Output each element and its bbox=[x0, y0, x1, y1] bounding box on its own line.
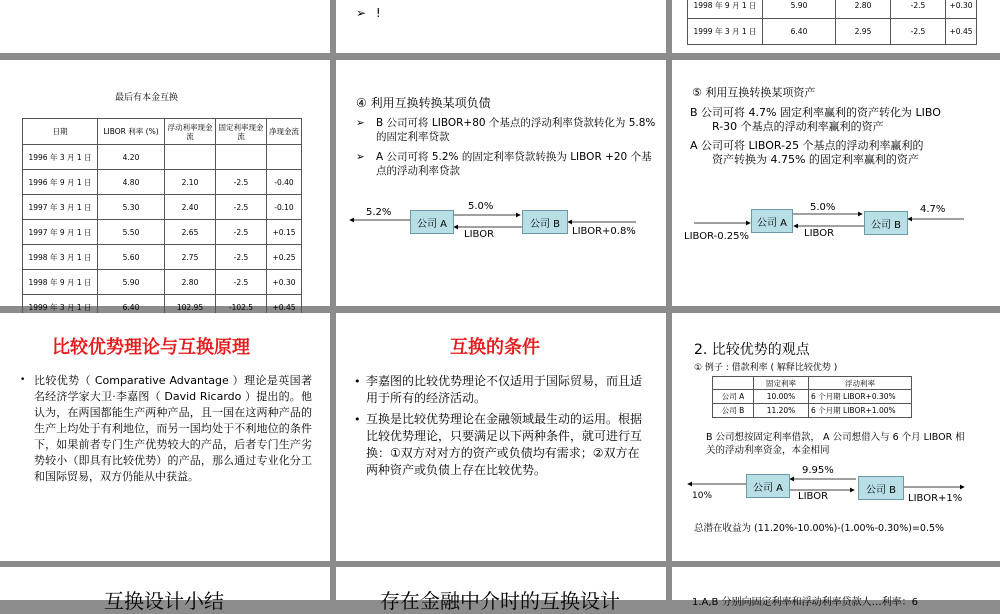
slide-comparative-advantage bbox=[0, 313, 330, 561]
paragraph-a-line2: 资产转换为 4.75% 的固定利率赢利的资产 bbox=[712, 153, 919, 166]
table-row: 公司 A 10.00% 6 个月期 LIBOR+0.30% bbox=[713, 390, 912, 404]
left-rate-label: LIBOR-0.25% bbox=[684, 231, 749, 242]
table-row: 公司 B 11.20% 6 个月期 LIBOR+1.00% bbox=[713, 404, 912, 418]
swap-diagram-arrows bbox=[336, 60, 666, 306]
table-row: 1996 年 3 月 1 日 4.20 bbox=[23, 145, 302, 170]
right-rate-label: LIBOR+0.8% bbox=[572, 226, 636, 237]
table-row: 1996 年 9 月 1 日 4.80 2.10 -2.5 -0.40 bbox=[23, 170, 302, 195]
table-row: 1999 年 3 月 1 日 6.40 2.95 -2.5 +0.45 bbox=[688, 19, 977, 45]
paragraph-a-line1: A 公司可将 LIBOR-25 个基点的浮动利率赢利的 bbox=[690, 139, 924, 152]
slide-liability-swap bbox=[336, 60, 666, 306]
paragraph-b-line2: R-30 个基点的浮动利率赢利的资产 bbox=[712, 120, 884, 133]
example-label: ① 例子 : 借款利率 ( 解释比较优势 ) bbox=[694, 363, 838, 373]
arrow-bullet-icon: ➢ bbox=[356, 151, 365, 163]
slide-intermediary-swap bbox=[336, 567, 666, 613]
company-a-box: 公司 A bbox=[751, 209, 793, 233]
total-gain-label: 总潜在收益为 (11.20%-10.00%)-(1.00%-0.30%)=0.5% bbox=[694, 523, 945, 534]
right-rate-label: 4.7% bbox=[920, 204, 946, 215]
table-row: 1999 年 3 月 1 日 6.40 102.95 -102.5 +0.45 bbox=[23, 295, 302, 320]
slide-heading: ④ 利用互换转换某项负债 bbox=[356, 96, 491, 110]
slide-title: 存在金融中介时的互换设计 bbox=[380, 589, 620, 613]
top-rate-label: 9.95% bbox=[802, 465, 834, 476]
company-a-box: 公司 A bbox=[746, 474, 790, 498]
bullet-2: 互换是比较优势理论在金融领域最生动的运用。根据比较优势理论，只要满足以下两种条件，就可进行互换：①双方对对方的资产或负债均有需求；②双方在两种资产或负债上存在比较优势。 bbox=[366, 412, 643, 477]
slide-principal-swap bbox=[0, 60, 330, 312]
slide-top-left bbox=[0, 0, 330, 53]
paragraph-b-line1: B 公司可将 4.7% 固定利率赢利的资产转化为 LIBO bbox=[690, 106, 941, 119]
company-b-box: 公司 B bbox=[864, 211, 908, 235]
right-rate-label: LIBOR+1% bbox=[908, 493, 963, 504]
slide-top-middle bbox=[336, 0, 666, 53]
cashflow-table-continued bbox=[687, 0, 977, 45]
cashflow-table bbox=[22, 118, 302, 320]
swap-diagram-arrows bbox=[672, 60, 1000, 306]
libor-label: LIBOR bbox=[464, 229, 495, 240]
slide-text: 1.A,B 分别向固定利率和浮动利率贷款人…利率：6 bbox=[692, 597, 918, 608]
scenario-description: B 公司想按固定利率借款， A 公司想借入与 6 个月 LIBOR 相关的浮动利率资金，本金相同 bbox=[706, 432, 965, 456]
left-rate-label: 5.2% bbox=[366, 207, 392, 218]
bullet-1: 李嘉图的比较优势理论不仅适用于国际贸易，而且适用于所有的经济活动。 bbox=[366, 374, 643, 405]
table-row: 1997 年 9 月 1 日 5.50 2.65 -2.5 +0.15 bbox=[23, 220, 302, 245]
bullet-dot-icon: • bbox=[354, 375, 361, 388]
slide-top-right bbox=[672, 0, 1000, 53]
top-rate-label: 5.0% bbox=[810, 202, 836, 213]
slide-title: 互换设计小结 bbox=[104, 589, 224, 613]
company-b-box: 公司 B bbox=[522, 210, 568, 234]
table-header-row: 固定利率 浮动利率 bbox=[713, 377, 912, 390]
slide-title: 互换的条件 bbox=[450, 337, 540, 358]
slide-bottom-right bbox=[672, 567, 1000, 608]
table-row: 1998 年 3 月 1 日 5.60 2.75 -2.5 +0.25 bbox=[23, 245, 302, 270]
slide-body: 比较优势（ Comparative Advantage ）理论是英国著名经济学家大卫·李嘉图（ David Ricardo ）提出的。他认为，在两国都能生产两种产品，且一国在这两种产品的生产上均处于有利地位，而另一国均处于不利地位的条件下，如果前者专门生产优势较大的产品，后者专门生产劣势较小（即具有比较优势）的产品，那么通过专业化分工和国际贸易，双方仍能从中获益。 bbox=[34, 374, 312, 483]
bullet-line: ➢ ! bbox=[356, 6, 381, 20]
table-header-row: 日期 LIBOR 利率 (%) 浮动利率现金流 固定利率现金流 净现金流 bbox=[23, 119, 302, 145]
slide-heading: 2. 比较优势的观点 bbox=[694, 342, 810, 358]
arrow-bullet-icon: ➢ bbox=[356, 117, 365, 129]
slide-title: 最后有本金互换 bbox=[115, 93, 179, 103]
slide-swap-conditions bbox=[336, 313, 666, 561]
bullet-dot-icon: • bbox=[20, 375, 26, 385]
table-row: 1997 年 3 月 1 日 5.30 2.40 -2.5 -0.10 bbox=[23, 195, 302, 220]
slide-swap-summary bbox=[0, 567, 330, 613]
libor-label: LIBOR bbox=[804, 228, 835, 239]
slide-heading: ⑤ 利用互换转换某项资产 bbox=[692, 86, 816, 99]
libor-label: LIBOR bbox=[798, 491, 829, 502]
table-row: 1998 年 9 月 1 日 5.90 2.80 -2.5 +0.30 bbox=[688, 0, 977, 19]
bullet-a: ➢ A 公司可将 5.2% 的固定利率贷款转换为 LIBOR +20 个基点的浮动利率贷款 bbox=[356, 151, 652, 177]
table-row: 1998 年 9 月 1 日 5.90 2.80 -2.5 +0.30 bbox=[23, 270, 302, 295]
bullet-b: ➢ B 公司可将 LIBOR+80 个基点的浮动利率贷款转化为 5.8% 的固定利率贷款 bbox=[356, 117, 656, 143]
bullet-dot-icon: • bbox=[354, 413, 361, 426]
company-a-box: 公司 A bbox=[410, 210, 454, 234]
left-rate-label: 10% bbox=[692, 491, 713, 501]
slide-title: 比较优势理论与互换原理 bbox=[52, 337, 250, 358]
company-b-box: 公司 B bbox=[858, 476, 904, 500]
arrow-bullet-icon: ➢ bbox=[356, 6, 367, 20]
slide-comparative-view bbox=[672, 313, 1000, 561]
top-rate-label: 5.0% bbox=[468, 201, 494, 212]
slide-asset-swap bbox=[672, 60, 1000, 306]
